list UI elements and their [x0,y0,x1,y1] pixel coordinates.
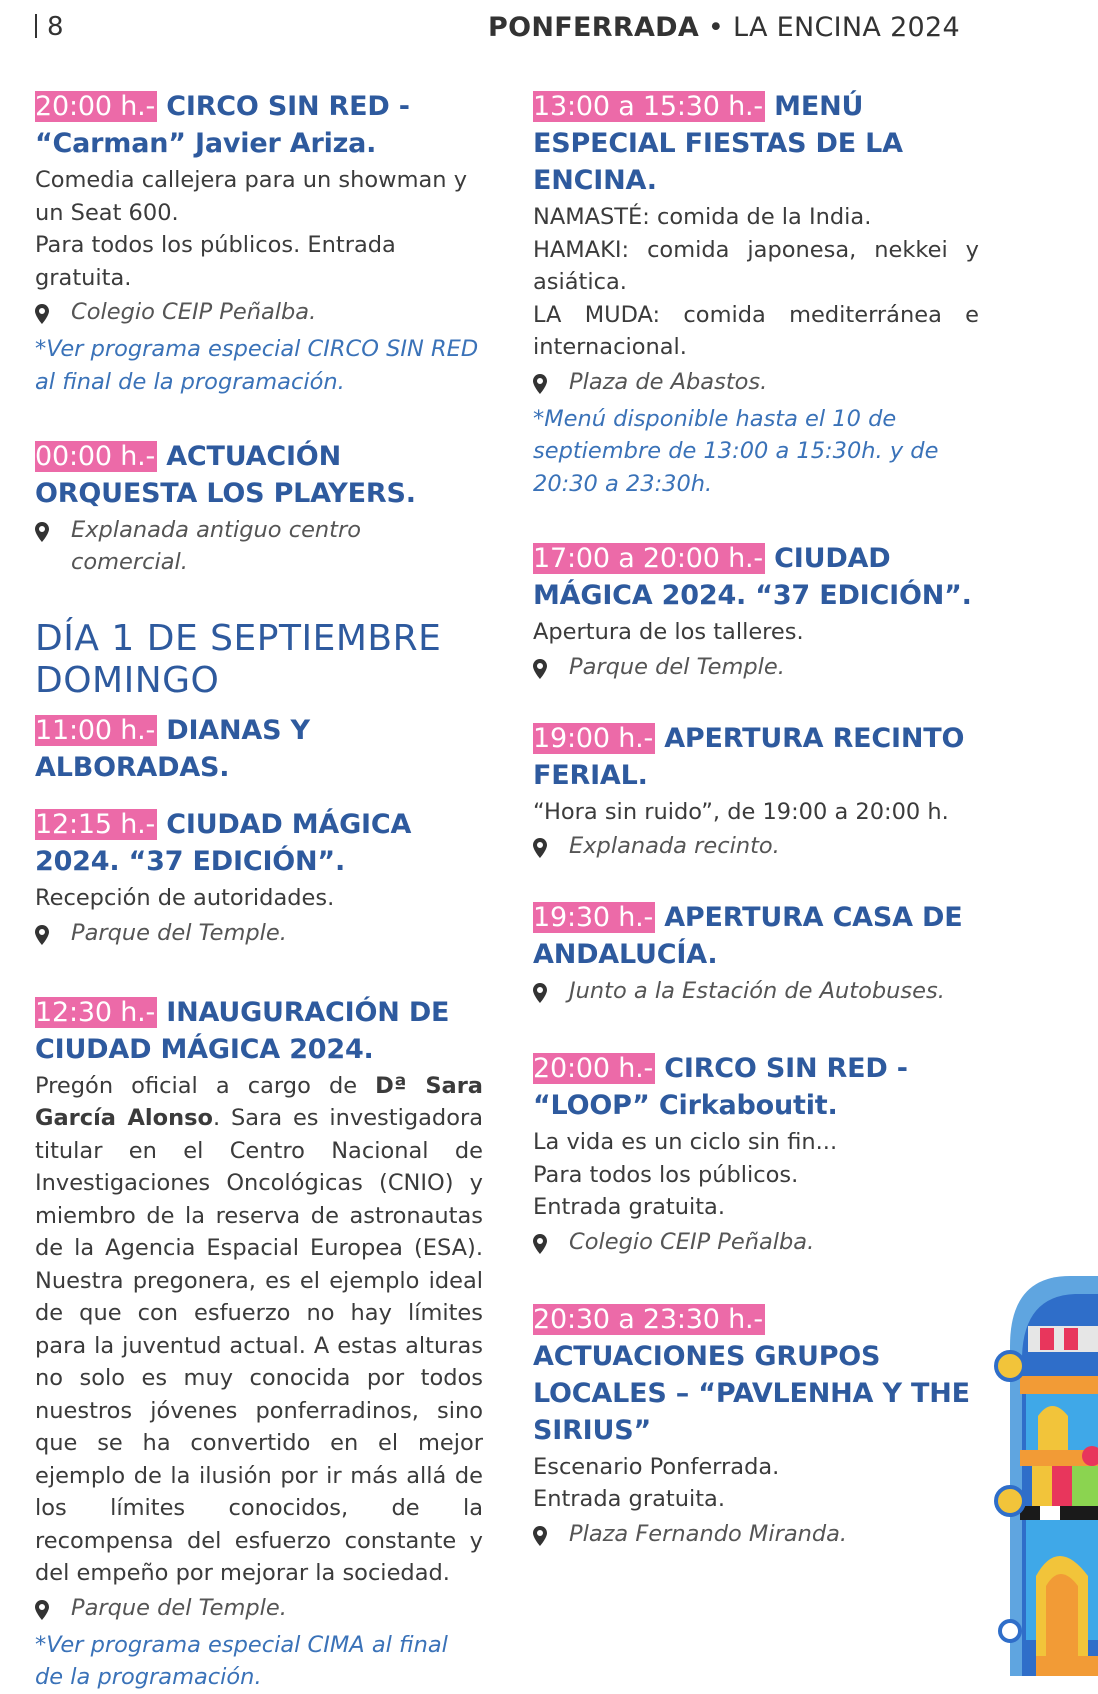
location-pin-icon [35,917,71,954]
location-pin-icon [533,975,569,1012]
right-column [533,88,979,1555]
event-description: Escenario Ponferrada. Entrada gratuita. [533,1453,780,1512]
event-location: Colegio CEIP Peñalba. [533,1226,979,1263]
event-location: Plaza Fernando Miranda. [533,1518,979,1555]
event-location: Parque del Temple. [533,651,979,688]
location-pin-icon [533,651,569,688]
event-title: 11:00 h.- DIANAS Y ALBORADAS. [35,715,310,783]
running-head: PONFERRADA • LA ENCINA 2024 [488,12,960,43]
event-title: 20:00 h.- CIRCO SIN RED - “LOOP” Cirkaboutit. [533,1053,908,1121]
event-description: Pregón oficial a cargo de Dª Sara García Alonso. Sara es investigadora titular en el Centro Nacional de Investigaciones Oncológicas (CNIO) y miembro de la reserva de astronautas de la Agencia Espacial Europea (ESA). Nuestra pregonera, es el ejemplo ideal de que con esfuerzo no hay límites para la juventud actual. A estas alturas no solo es muy conocida por todos nuestros jóvenes ponferradinos, sino que se ha convertido en el mejor ejemplo de la ilusión por ir más allá de los límites conocidos, de la recompensa del esfuerzo constante y del empeño por mejorar la sociedad. [35,1072,484,1586]
event-title: 20:00 h.- CIRCO SIN RED - “Carman” Javier Ariza. [35,91,410,159]
left-column [35,88,483,1694]
event-title: 12:15 h.- CIUDAD MÁGICA 2024. “37 EDICIÓN”. [35,809,412,877]
event-title: 19:00 h.- APERTURA RECINTO FERIAL. [533,722,965,791]
location-pin-icon [533,366,569,403]
event-time: 13:00 a 15:30 h.- [533,91,763,122]
event-description: Comedia callejera para un showman y un Seat 600. Para todos los públicos. Entrada gratuita. [35,167,468,291]
event-casa-andalucia [533,899,979,1012]
event-title: 20:30 a 23:30 h.- ACTUACIONES GRUPOS LOCALES – “PAVLENHA Y THE SIRIUS” [533,1303,970,1446]
event-recinto-ferial [533,720,979,868]
event-orquesta-players [35,438,483,578]
location-pin-icon [533,830,569,867]
event-description: Apertura de los talleres. [533,619,804,645]
event-time: 12:30 h.- [35,996,156,1028]
event-circo-carman [35,88,483,398]
page-number-bar [35,14,37,38]
event-title: 17:00 a 20:00 h.- CIUDAD MÁGICA 2024. “37 EDICIÓN”. [533,543,972,611]
event-ciudad-magica-recepcion [35,806,483,954]
event-description: NAMASTÉ: comida de la India. HAMAKI: comida japonesa, nekkei y asiática. LA MUDA: comida mediterránea e internacional. [533,204,979,360]
event-description: Recepción de autoridades. [35,885,335,911]
event-location: Parque del Temple. [35,917,483,954]
event-time: 20:00 h.- [533,1053,654,1084]
event-note: *Ver programa especial CIMA al final de la programación. [35,1631,448,1690]
event-description: La vida es un ciclo sin fin... Para todos los públicos. Entrada gratuita. [533,1129,838,1220]
event-circo-loop [533,1050,979,1263]
day-heading: DÍA 1 DE SEPTIEMBRE DOMINGO [35,618,442,701]
event-note: *Menú disponible hasta el 10 de septiembre de 13:00 a 15:30h. y de 20:30 a 23:30h. [533,405,939,497]
event-grupos-locales [533,1301,979,1555]
event-location: Explanada antiguo centro comercial. [35,514,483,578]
location-pin-icon [35,296,71,333]
event-dianas [35,712,483,786]
event-description: “Hora sin ruido”, de 19:00 a 20:00 h. [533,798,949,825]
event-time: 11:00 h.- [35,715,156,746]
event-note: *Ver programa especial CIRCO SIN RED al final de la programación. [35,336,479,395]
event-title: 19:30 h.- APERTURA CASA DE ANDALUCÍA. [533,902,963,970]
event-title: 00:00 h.- ACTUACIÓN ORQUESTA LOS PLAYERS. [35,441,416,509]
event-time: 20:30 a 23:30 h.- [533,1303,763,1335]
event-inauguracion [35,994,483,1694]
event-time: 12:15 h.- [35,809,156,840]
location-pin-icon [533,1518,569,1555]
event-time: 19:30 h.- [533,902,654,933]
page-number: 8 [35,12,64,42]
event-time: 00:00 h.- [35,441,156,472]
location-pin-icon [533,1226,569,1263]
event-location: Parque del Temple. [35,1592,483,1629]
location-pin-icon [35,514,71,551]
event-location: Plaza de Abastos. [533,366,979,403]
event-title: 13:00 a 15:30 h.- MENÚ ESPECIAL FIESTAS DE LA ENCINA. [533,91,903,196]
event-ciudad-magica-talleres [533,540,979,688]
event-time: 19:00 h.- [533,722,654,754]
event-menu-especial [533,88,979,500]
location-pin-icon [35,1592,71,1629]
event-location: Colegio CEIP Peñalba. [35,296,483,333]
event-time: 17:00 a 20:00 h.- [533,543,763,574]
castle-illustration [980,1266,1098,1676]
event-location: Explanada recinto. [533,830,979,867]
event-title: 12:30 h.- INAUGURACIÓN DE CIUDAD MÁGICA 2024. [35,996,450,1065]
event-location: Junto a la Estación de Autobuses. [533,975,979,1012]
event-time: 20:00 h.- [35,91,156,122]
